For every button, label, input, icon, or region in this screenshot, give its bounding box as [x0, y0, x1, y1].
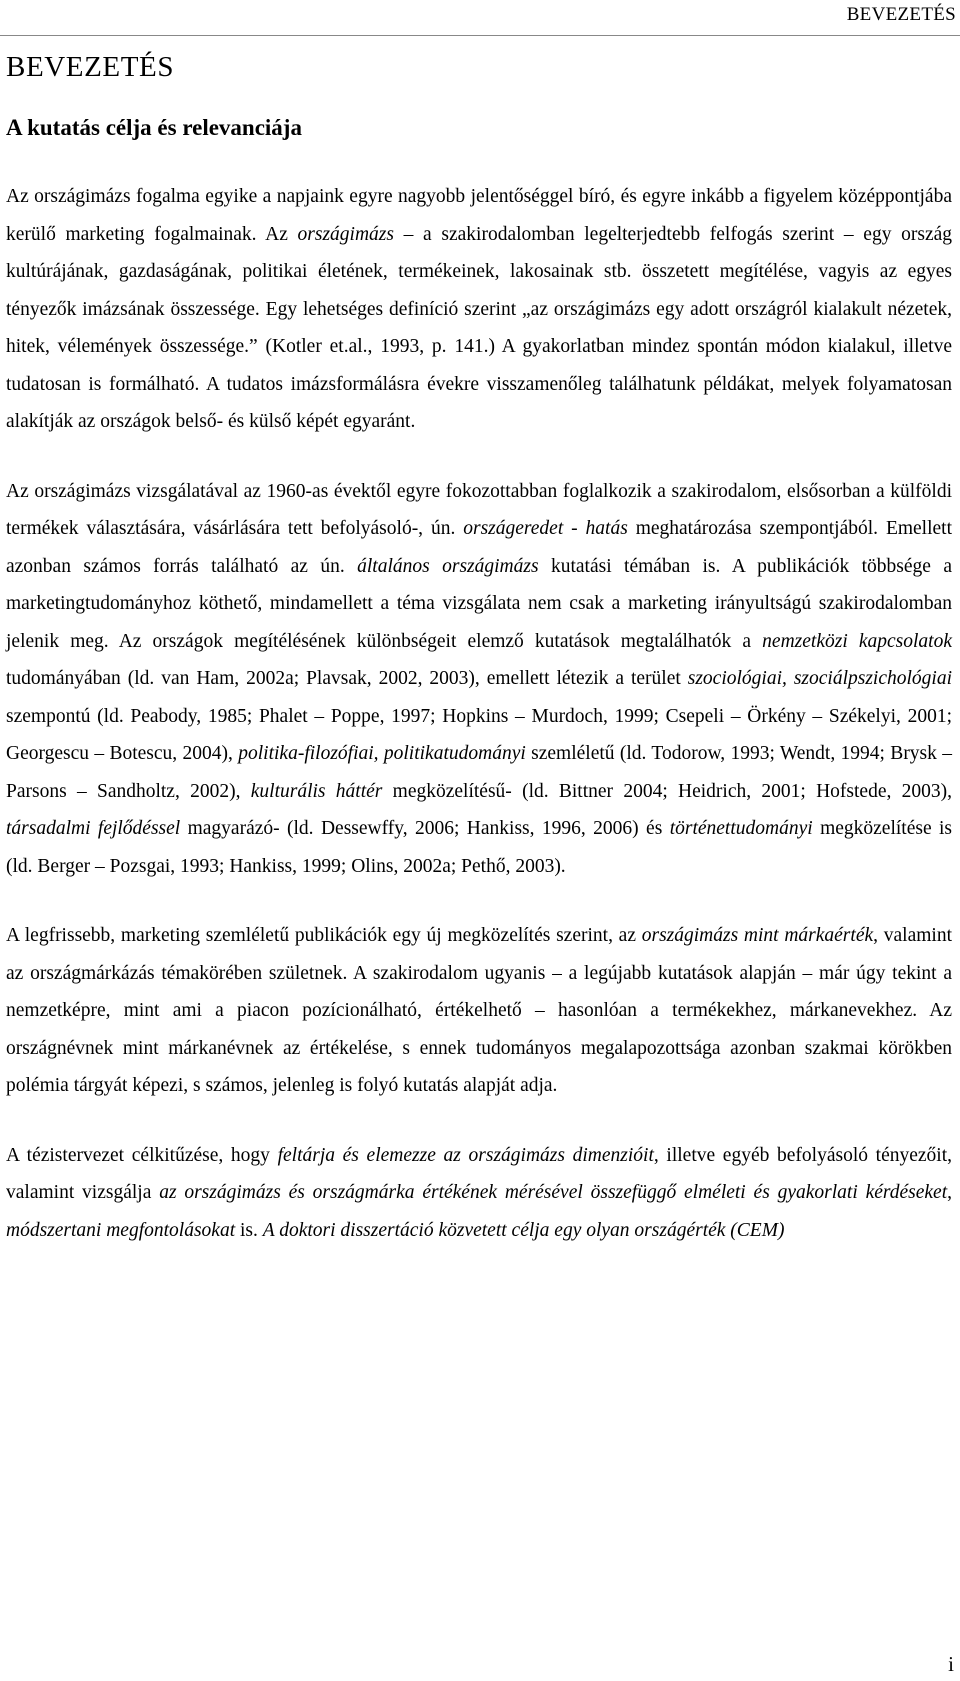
text-run: , — [947, 1182, 952, 1203]
italic-text-run: általános országimázs — [357, 555, 539, 577]
italic-text-run: politika-filozófiai, politikatudományi — [238, 743, 526, 764]
running-header — [0, 0, 960, 36]
page-number: i — [948, 1652, 954, 1676]
italic-text-run: országimázs mint márkaérték — [641, 925, 874, 946]
text-run: meghatározása szempontjából. Emellett azonban számos forrás található az ún. — [6, 518, 952, 577]
text-run: megközelítése is (ld. Berger – Pozsgai, 1993; Hankiss, 1999; Olins, 2002a; Pethő, 2003). — [6, 818, 952, 877]
paragraph-1 — [6, 178, 952, 441]
italic-text-run: szociológiai, szociálpszichológiai — [687, 668, 952, 689]
italic-text-run: kulturális háttér — [250, 780, 383, 802]
text-run: szemléletű (ld. Todorow, 1993; Wendt, 1994; Brysk – Parsons – Sandholtz, 2002), — [6, 743, 952, 802]
paragraph-2 — [6, 473, 952, 886]
page-content — [6, 42, 952, 1249]
text-run: kutatási témában is. A publikációk többsége a marketingtudományhoz köthető, mindamellett a téma vizsgálata nem csak a marketing irányultságú szakirodalomban jelenik meg. Az országok megítélésének különbségeit elemző kutatások megtalálhatók a — [6, 555, 952, 652]
italic-text-run: módszertani megfontolásokat — [6, 1219, 236, 1241]
text-run: , valamint az országmárkázás témakörében születnek. A szakirodalom ugyanis – a legújabb kutatások alapján – már úgy tekint a nemzetképre, mint ami a piacon pozícionálható, értékelhető – hasonlóan a termékekhez, márkanevekhez. Az országnévnek mint márkanévnek az értékelése, s ennek tudományos megalapozottsága azonban szakmai körökben polémia tárgyát képezi, s számos, jelenleg is folyó kutatás alapját adja. — [6, 925, 952, 1096]
text-run: szempontú (ld. Peabody, 1985; Phalet – Poppe, 1997; Hopkins – Murdoch, 1999; Csepeli – Örkény – Székelyi, 2001; Georgescu – Botescu, 2004), — [6, 705, 952, 764]
text-run: Az országimázs fogalma egyike a napjaink egyre nagyobb jelentőséggel bíró, és egyre inkább a figyelem középpontjába kerülő marketing fogalmainak. Az — [6, 186, 952, 245]
text-run: , illetve egyéb befolyásoló tényezőit, valamint vizsgálja — [6, 1144, 953, 1203]
text-run: Az országimázs vizsgálatával az 1960-as évektől egyre fokozottabban foglalkozik a szakirodalom, elsősorban a külföldi termékek választására, vásárlására tett befolyásoló-, ún. — [6, 480, 952, 539]
page-title: BEVEZETÉS — [6, 51, 175, 83]
text-run: tudományában (ld. van Ham, 2002a; Plavsak, 2002, 2003), emellett létezik a terület — [6, 668, 688, 689]
italic-text-run: A doktori disszertáció közvetett célja egy olyan országérték (CEM) — [262, 1219, 785, 1241]
italic-text-run: társadalmi fejlődéssel — [6, 818, 181, 839]
text-run: A legfrissebb, marketing szemléletű publikációk egy új megközelítés szerint, az — [6, 925, 642, 946]
text-run: megközelítésű- (ld. Bittner 2004; Heidrich, 2001; Hofstede, 2003), — [382, 780, 952, 802]
paragraph-4 — [6, 1137, 952, 1250]
italic-text-run: nemzetközi kapcsolatok — [762, 630, 952, 652]
text-run: A tézistervezet célkitűzése, hogy — [6, 1144, 278, 1166]
italic-text-run: feltárja és elemezze az országimázs dimenzióit — [277, 1144, 654, 1166]
text-run: magyarázó- (ld. Dessewffy, 2006; Hankiss, 1996, 2006) és — [180, 818, 670, 839]
italic-text-run: történettudományi — [669, 818, 813, 839]
italic-text-run: országimázs — [297, 223, 394, 245]
italic-text-run: országeredet - hatás — [463, 518, 628, 539]
italic-text-run: az országimázs és országmárka értékének mérésével összefüggő elméleti és gyakorlati kérdéseket — [159, 1182, 948, 1203]
text-run: – a szakirodalomban legelterjedtebb felfogás szerint – egy ország kultúrájának, gazdaságának, politikai életének, termékeinek, lakosainak stb. összetett megítélése, vagyis az egyes tényezők imázsának összessége. Egy lehetséges definíció szerint „az országimázs egy adott országról kialakult nézetek, hitek, vélemények összessége.” (Kotler et.al., 1993, p. 141.) A gyakorlatban mindez spontán módon kialakul, illetve tudatosan is formálható. A tudatos imázsformálásra évekre visszamenőleg találhatunk példákat, melyek folyamatosan alakítják az országok belső- és külső képét egyaránt. — [6, 223, 953, 432]
section-title: A kutatás célja és relevanciája — [6, 115, 302, 140]
header-rule — [0, 35, 960, 36]
running-header-title: BEVEZETÉS — [846, 4, 956, 25]
paragraph-3 — [6, 917, 952, 1105]
text-run: is. — [235, 1219, 263, 1241]
